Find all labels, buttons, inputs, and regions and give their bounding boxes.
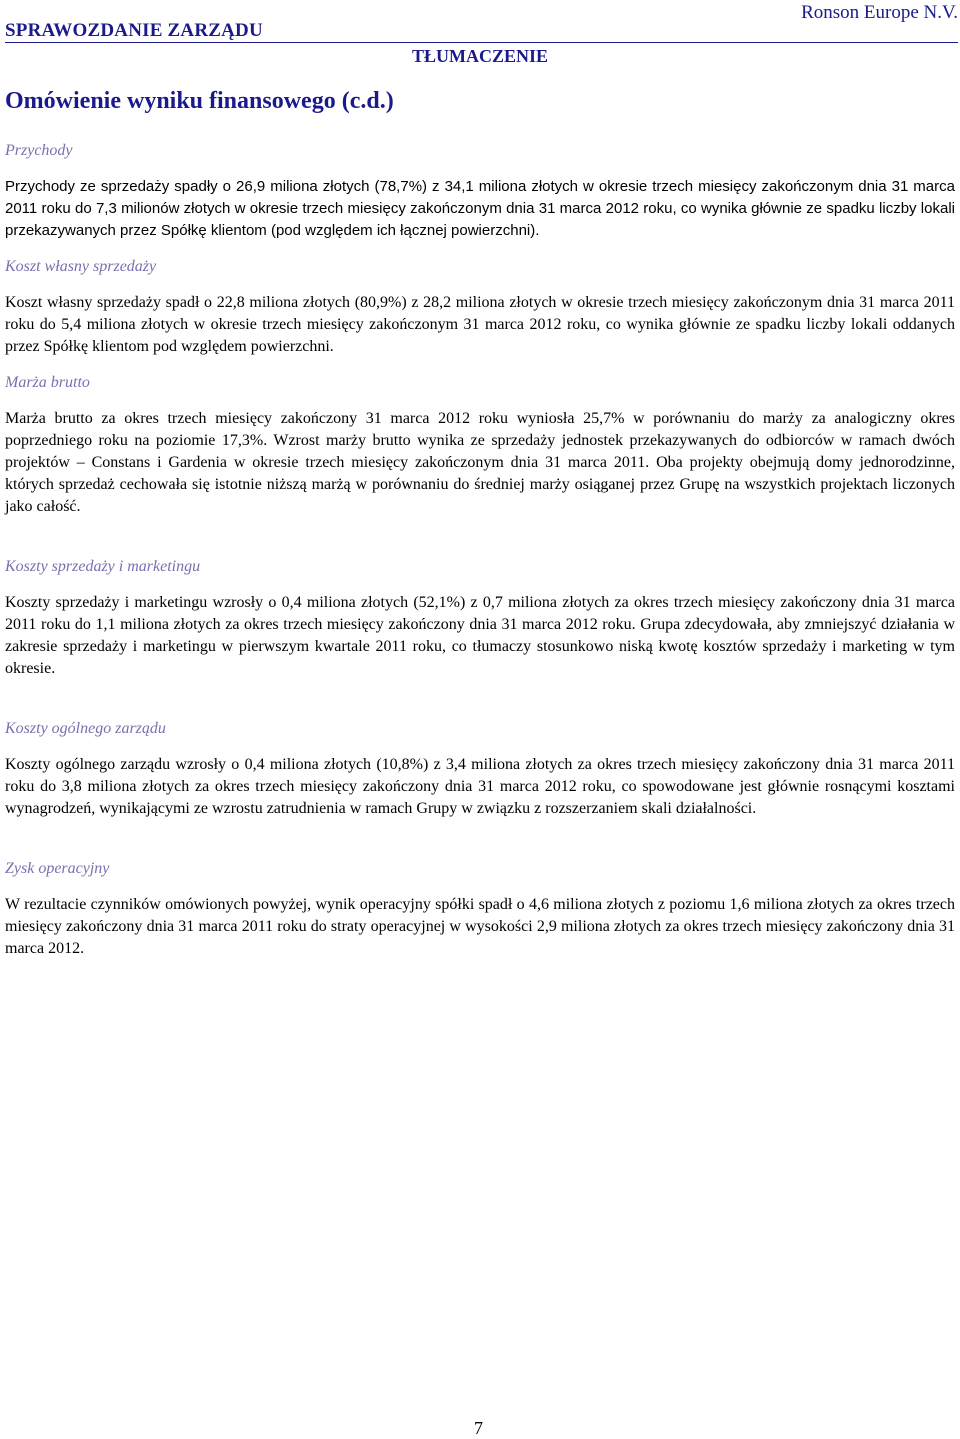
section-heading: Przychody <box>5 142 73 159</box>
document-body <box>5 140 955 960</box>
section-revenue <box>5 140 955 242</box>
section-heading: Koszt własny sprzedaży <box>5 258 157 275</box>
section-heading: Koszty sprzedaży i marketingu <box>5 558 201 575</box>
section-operating-profit <box>5 858 955 960</box>
section-sales-marketing <box>5 556 955 680</box>
section-paragraph: Koszt własny sprzedaży spadł o 22,8 miliona złotych (80,9%) z 28,2 miliona złotych w okresie trzech miesięcy zakończonym dnia 31 marca 2011 roku do 5,4 miliona złotych w okresie trzech miesięcy zakończonym 31 marca 2012 roku, co wynika głównie ze spadku liczby lokali oddanych przez Spółkę klientom pod względem powierzchni. <box>5 294 955 355</box>
section-paragraph: Koszty ogólnego zarządu wzrosły o 0,4 miliona złotych (10,8%) z 3,4 miliona złotych za okres trzech miesięcy zakończony dnia 31 marca 2011 roku do 3,8 miliona złotych za okres trzech miesięcy zakończony dnia 31 marca 2012 roku, co spowodowane jest głównie rosnącymi kosztami wynagrodzeń, wynikającymi ze wzrostu zatrudnienia w ramach Grupy w związku z rozszerzaniem skali działalności. <box>5 756 955 817</box>
header-divider <box>5 42 958 43</box>
translation-label: TŁUMACZENIE <box>412 46 549 66</box>
section-heading: Marża brutto <box>5 374 90 391</box>
report-title: SPRAWOZDANIE ZARZĄDU <box>5 20 263 41</box>
section-paragraph: Marża brutto za okres trzech miesięcy zakończony 31 marca 2012 roku wyniosła 25,7% w porównaniu do marży za analogiczny okres poprzedniego roku na poziomie 17,3%. Wzrost marży brutto wynika ze sprzedaży jednostek przekazywanych do odbiorców w ramach dwóch projektów – Constans i Gardenia w okresie trzech miesięcy zakończonym dnia 31 marca 2011. Oba projekty obejmują domy jednorodzinne, których sprzedaż cechowała się istotnie niższą marżą w porównaniu do średniej marży osiąganej przez Grupę na wszystkich projektach liczonych jako całość. <box>5 410 955 515</box>
section-title: Omówienie wyniku finansowego (c.d.) <box>5 88 394 114</box>
section-paragraph: Koszty sprzedaży i marketingu wzrosły o 0,4 miliona złotych (52,1%) z 0,7 miliona złotych za okres trzech miesięcy zakończony dnia 31 marca 2011 roku do 1,1 miliona złotych za okres trzech miesięcy zakończony dnia 31 marca 2012 roku. Grupa zdecydowała, aby zmniejszyć działania w zakresie sprzedaży i marketingu w pierwszym kwartale 2011 roku, co tłumaczy stosunkowo niską kwotę kosztów sprzedaży i marketing w tym okresie. <box>5 594 955 677</box>
section-paragraph: W rezultacie czynników omówionych powyżej, wynik operacyjny spółki spadł o 4,6 miliona złotych z poziomu 1,6 miliona złotych za okres trzech miesięcy zakończony dnia 31 marca 2011 roku do straty operacyjnej w wysokości 2,9 miliona złotych za okres trzech miesięcy zakończony dnia 31 marca 2012. <box>5 896 955 957</box>
company-name: Ronson Europe N.V. <box>801 2 958 23</box>
section-heading: Koszty ogólnego zarządu <box>5 720 166 737</box>
section-heading: Zysk operacyjny <box>5 860 110 877</box>
section-cost-of-sales <box>5 256 955 358</box>
page-number: 7 <box>474 1418 483 1438</box>
section-paragraph: Przychody ze sprzedaży spadły o 26,9 miliona złotych (78,7%) z 34,1 miliona złotych w okresie trzech miesięcy zakończonym dnia 31 marca 2011 roku do 7,3 milionów złotych w okresie trzech miesięcy zakończonym dnia 31 marca 2012 roku, co wynika głównie ze spadku liczby lokali przekazywanych przez Spółkę klientom (pod względem ich łącznej powierzchni). <box>5 178 955 239</box>
section-gross-margin <box>5 372 955 518</box>
section-admin-costs <box>5 718 955 820</box>
